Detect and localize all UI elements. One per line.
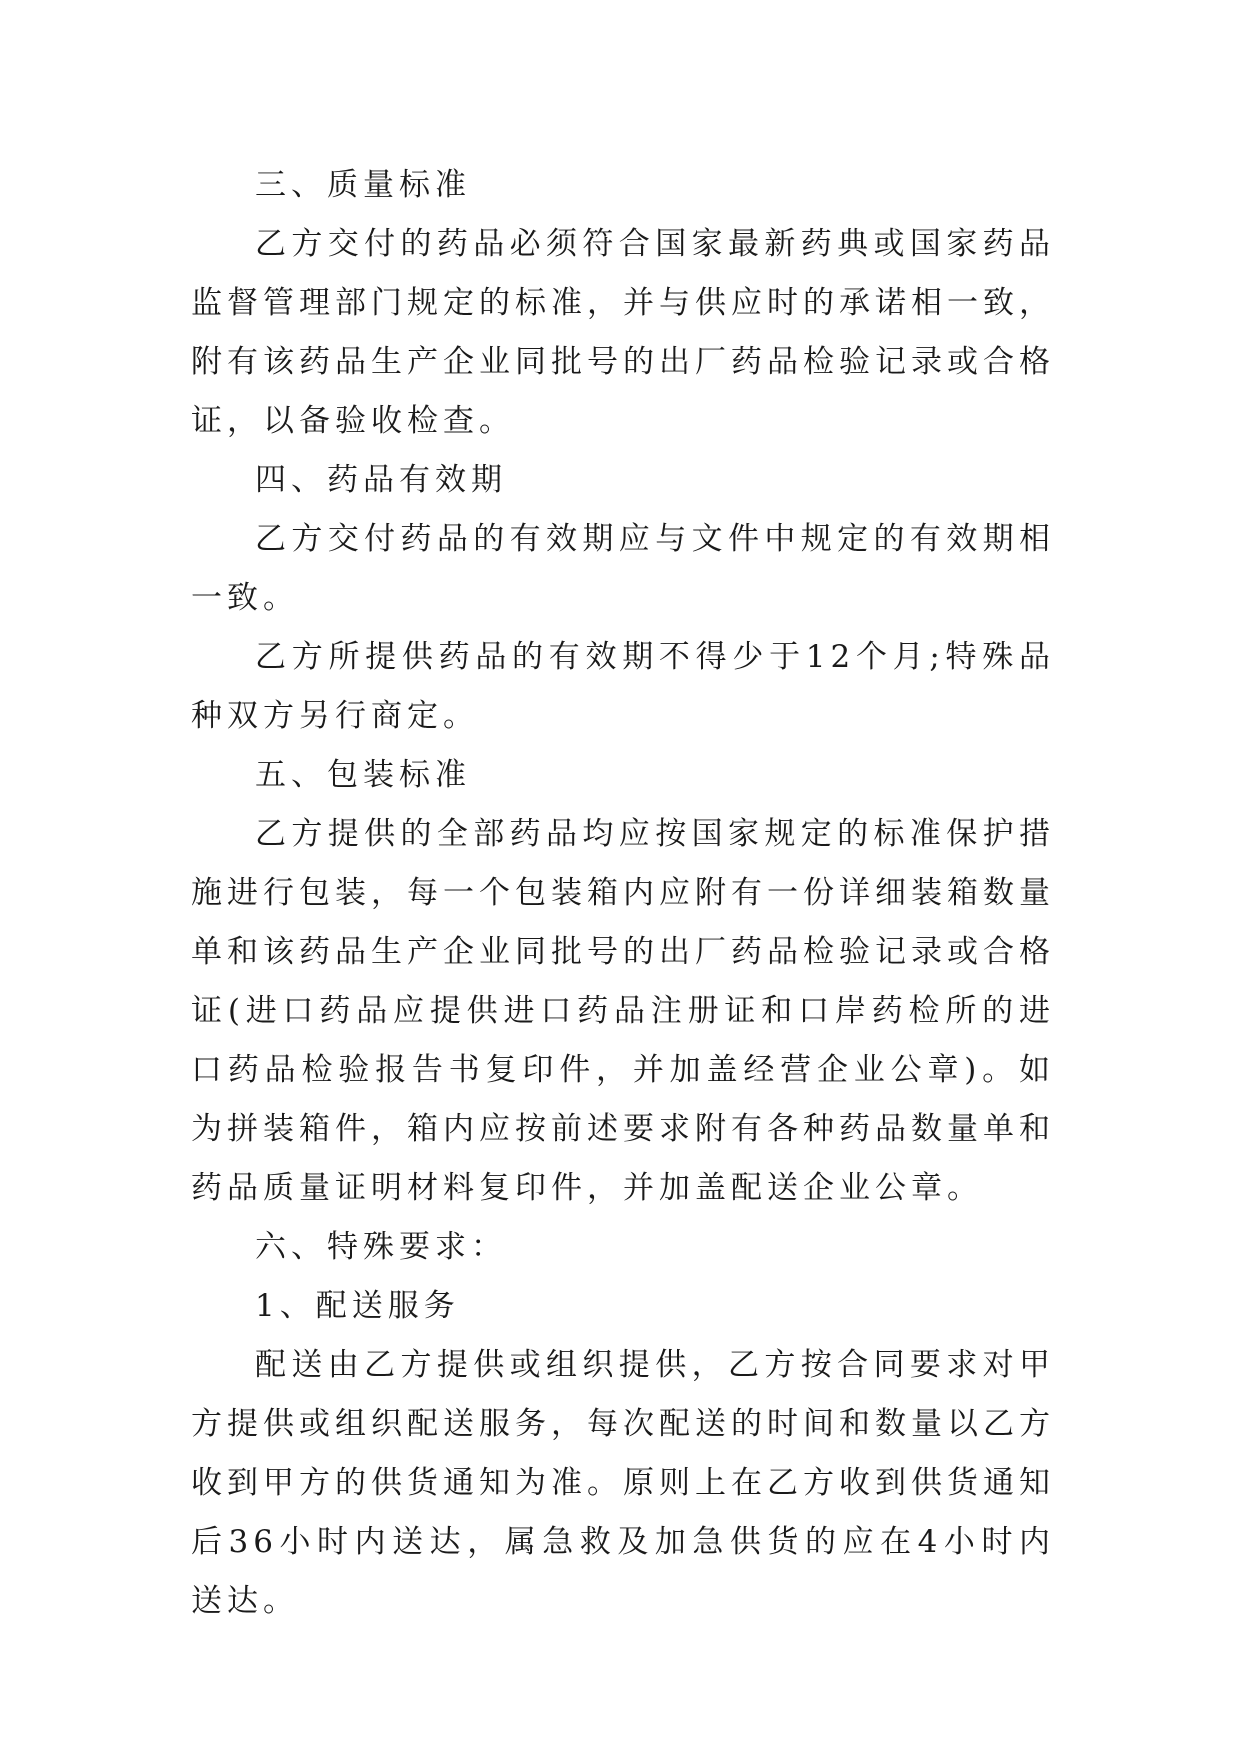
section-heading-quality: 三、质量标准 [255, 167, 471, 203]
subsection-heading-delivery: 1、配送服务 [255, 1288, 460, 1324]
paragraph-validity-consistency: 乙方交付药品的有效期应与文件中规定的有效期相一致。 [191, 521, 1055, 616]
paragraph-packaging-standard: 乙方提供的全部药品均应按国家规定的标准保护措施进行包装，每一个包装箱内应附有一份详细装箱数量单和该药品生产企业同批号的出厂药品检验记录或合格证(进口药品应提供进口药品注册证和口岸药检所的进口药品检验报告书复印件，并加盖经营企业公章)。如为拼装箱件，箱内应按前述要求附有各种药品数量单和药品质量证明材料复印件，并加盖配送企业公章。 [191, 816, 1055, 1206]
section-heading-validity: 四、药品有效期 [255, 462, 507, 498]
paragraph-quality-standard: 乙方交付的药品必须符合国家最新药典或国家药品监督管理部门规定的标准，并与供应时的承诺相一致，附有该药品生产企业同批号的出厂药品检验记录或合格证，以备验收检查。 [191, 226, 1055, 439]
paragraph-delivery-service: 配送由乙方提供或组织提供，乙方按合同要求对甲方提供或组织配送服务，每次配送的时间和数量以乙方收到甲方的供货通知为准。原则上在乙方收到供货通知后36小时内送达，属急救及加急供货的应在4小时内送达。 [191, 1347, 1055, 1619]
section-heading-packaging: 五、包装标准 [255, 757, 471, 793]
section-heading-special-requirements: 六、特殊要求： [255, 1229, 507, 1265]
document-body [191, 156, 1055, 1631]
paragraph-validity-minimum: 乙方所提供药品的有效期不得少于12个月;特殊品种双方另行商定。 [191, 639, 1055, 734]
